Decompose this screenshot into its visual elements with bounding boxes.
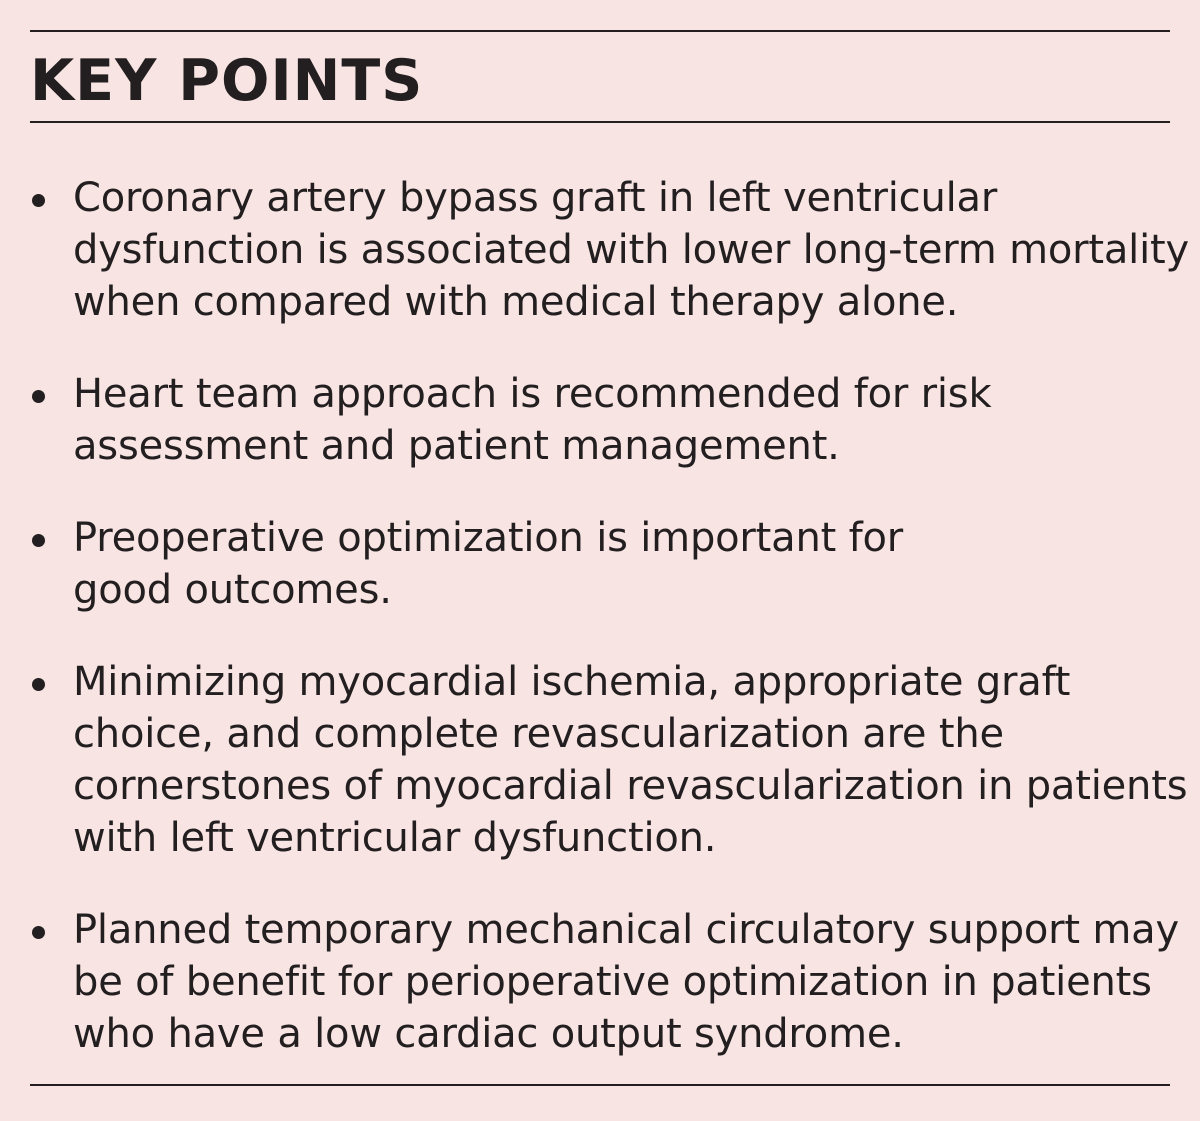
key-points-list	[30, 172, 1189, 1100]
key-point-item	[30, 368, 1170, 472]
key-point-line: who have a low cardiac output syndrome.	[73, 1011, 904, 1057]
key-point-line: with left ventricular dysfunction.	[73, 815, 717, 861]
bullet-icon	[32, 194, 45, 207]
title-divider	[30, 121, 1170, 123]
bottom-divider	[30, 1084, 1170, 1086]
key-point-line: good outcomes.	[73, 567, 392, 613]
bullet-icon	[32, 390, 45, 403]
key-point-line: when compared with medical therapy alone.	[73, 279, 959, 325]
key-point-line: Heart team approach is recommended for risk	[73, 371, 992, 417]
key-point-item	[30, 172, 1189, 328]
key-point-line: Coronary artery bypass graft in left ventricular	[73, 175, 998, 221]
key-point-line: Preoperative optimization is important for	[73, 515, 903, 561]
key-point-item	[30, 904, 1179, 1060]
key-point-line: cornerstones of myocardial revascularization in patients	[73, 763, 1188, 809]
key-point-line: assessment and patient management.	[73, 423, 840, 469]
key-point-line: Planned temporary mechanical circulatory support may	[73, 907, 1179, 953]
box-title: KEY POINTS	[30, 48, 424, 114]
bullet-icon	[32, 534, 45, 547]
key-point-item	[30, 656, 1188, 864]
bullet-icon	[32, 678, 45, 691]
key-point-line: be of benefit for perioperative optimization in patients	[73, 959, 1152, 1005]
key-point-line: choice, and complete revascularization are the	[73, 711, 1004, 757]
bullet-icon	[32, 926, 45, 939]
top-divider	[30, 30, 1170, 32]
key-point-line: dysfunction is associated with lower long-term mortality	[73, 227, 1189, 273]
key-point-line: Minimizing myocardial ischemia, appropriate graft	[73, 659, 1071, 705]
key-point-item	[30, 512, 1170, 616]
